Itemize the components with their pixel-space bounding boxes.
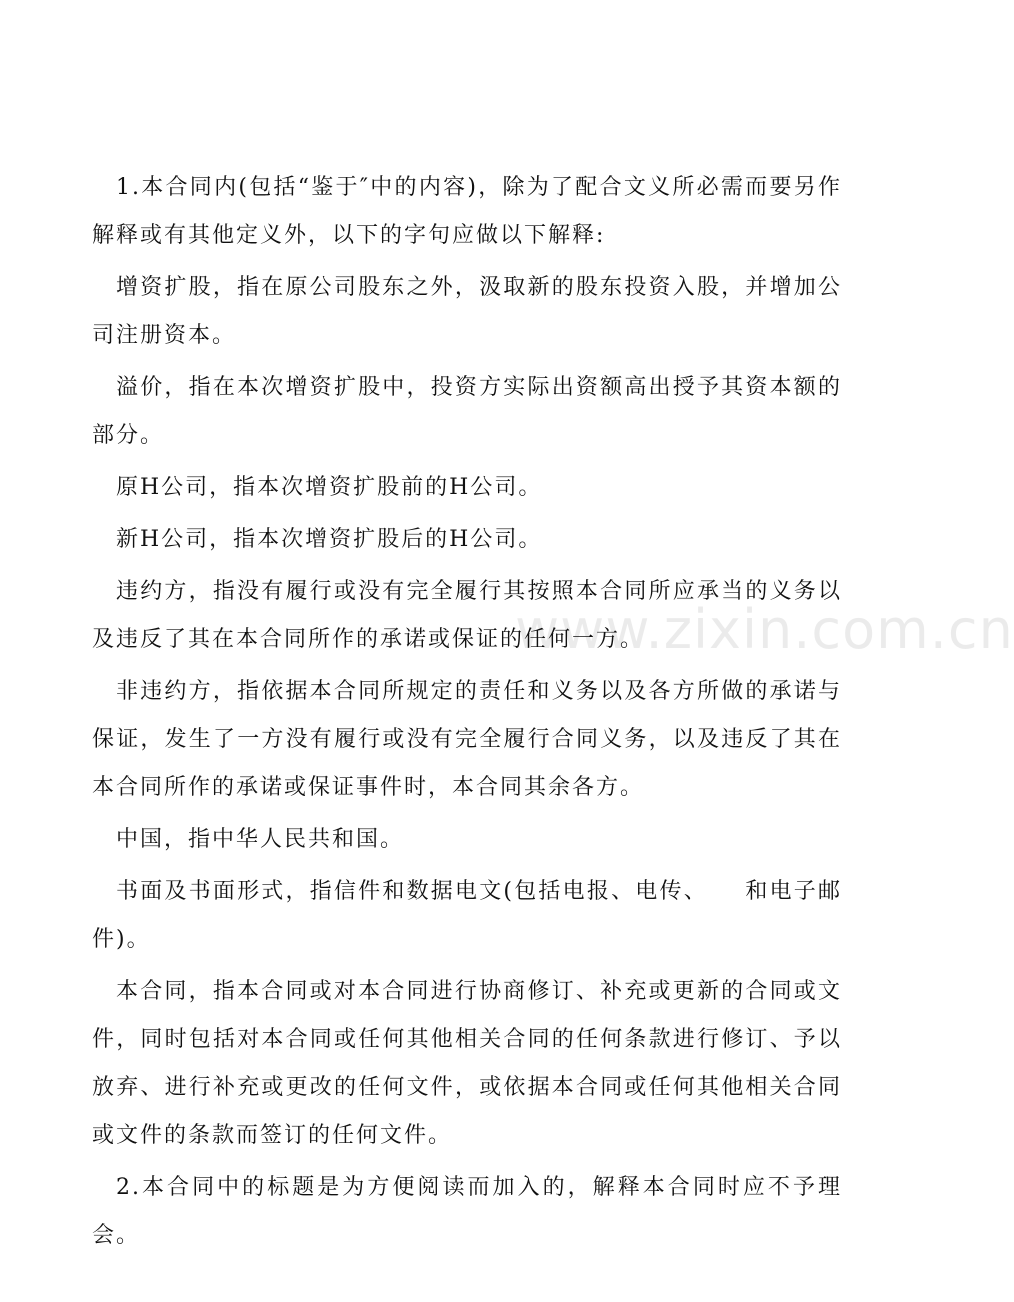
clause-1-intro: 1.本合同内(包括“鉴于″中的内容)，除为了配合文义所必需而要另作解释或有其他定义外，以下的字句应做以下解释: (92, 175, 842, 248)
definition-new-h-company: 新H公司，指本次增资扩股后的H公司。 (116, 527, 543, 552)
definition-china: 中国，指中华人民共和国。 (116, 827, 405, 852)
definition-this-contract: 本合同，指本合同或对本合同进行协商修订、补充或更新的合同或文件，同时包括对本合同或任何其他相关合同的任何条款进行修订、予以放弃、进行补充或更改的任何文件，或依据本合同或任何其他相关合同或文件的条款而签订的任何文件。 (92, 979, 842, 1148)
clause-2-headings: 2.本合同中的标题是为方便阅读而加入的，解释本合同时应不予理会。 (92, 1175, 842, 1248)
definition-non-breaching-party: 非违约方，指依据本合同所规定的责任和义务以及各方所做的承诺与保证，发生了一方没有履行或没有完全履行合同义务，以及违反了其在本合同所作的承诺或保证事件时，本合同其余各方。 (92, 679, 842, 800)
definition-capital-increase: 增资扩股，指在原公司股东之外，汲取新的股东投资入股，并增加公司注册资本。 (92, 275, 842, 348)
watermark: www.zixin.com.cn (515, 598, 1014, 661)
definition-premium: 溢价，指在本次增资扩股中，投资方实际出资额高出授予其资本额的部分。 (92, 375, 842, 448)
document-body (92, 164, 842, 1264)
definition-written-form: 书面及书面形式，指信件和数据电文(包括电报、电传、 和电子邮件)。 (92, 879, 842, 952)
definition-breaching-party: 违约方，指没有履行或没有完全履行其按照本合同所应承当的义务以及违反了其在本合同所作的承诺或保证的任何一方。 (92, 579, 842, 652)
definition-original-h-company: 原H公司，指本次增资扩股前的H公司。 (116, 475, 543, 500)
